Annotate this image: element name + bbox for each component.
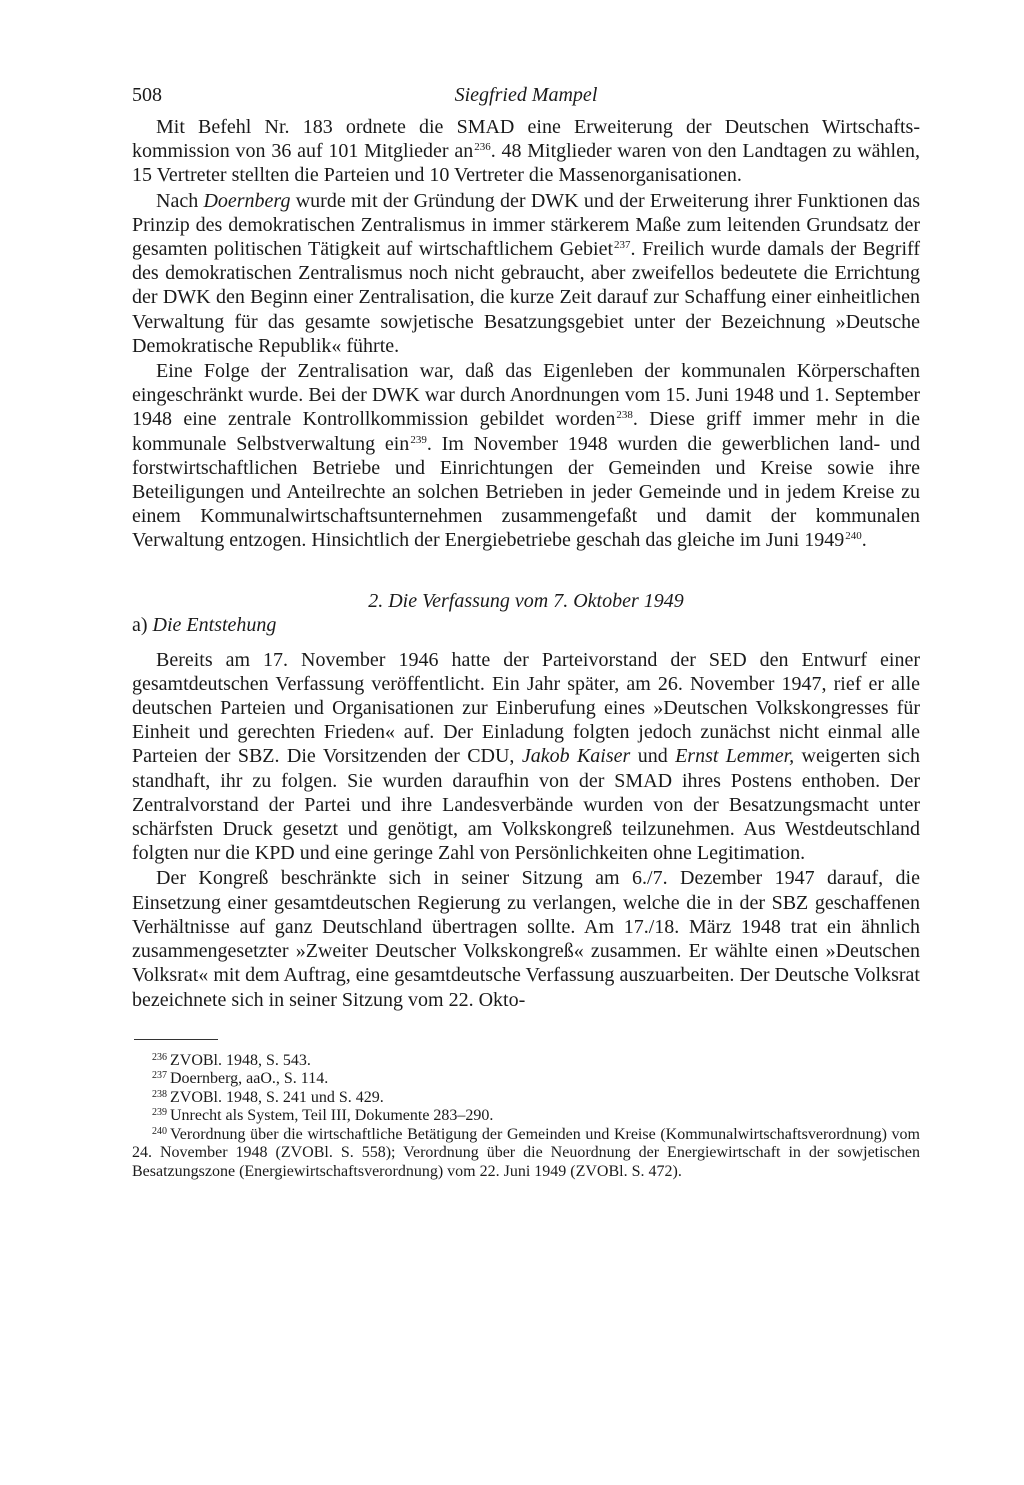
person-ernst-lemmer: Ernst Lemmer,: [675, 745, 795, 768]
footnote-ref-239[interactable]: 239: [410, 433, 427, 446]
page-header: [132, 84, 920, 114]
footnote-236: $^{236}$ ZVOBl. 1948, S. 543.: [152, 1051, 311, 1069]
paragraph-doernberg: Nach Doernberg wurde mit der Gründung der DWK und der Erweiterung ihrer Funktionen das Prinzip des demokratischen Zentralismus in immer stärkerem Maße zum leitenden Grundsatz der gesamten politischen Tätigkeit auf wirtschaftlichem Gebiet$^{237}$. Freilich wurde damals der Begriff des demokratischen Zentralismus noch nicht gebraucht, aber zweifellos bedeutete die Errichtung der DWK den Beginn einer Zentralisation, die kurze Zeit darauf zur Schaffung einer einheitlichen Verwaltung für das gesamte sowjetische Besatzungsgebiet unter der Bezeichnung »Deutsche Demokratische Republik« führte.: [132, 189, 920, 357]
footnote-237: $^{237}$ Doernberg, aaO., S. 114.: [152, 1070, 329, 1088]
paragraph-sed-entwurf: Bereits am 17. November 1946 hatte der Parteivorstand der SED den Entwurf einer gesamtdeutschen Verfassung veröffentlicht. Ein Jahr später, am 26. November 1947, rief er alle deutschen Parteien und Organisationen zur Einberufung eines »Deutschen Volkskongresses für Einheit und gerechten Frieden« auf. Der Einladung folgten jedoch zunächst nicht einmal alle Parteien der SBZ. Die Vorsitzenden der CDU, Jakob Kaiser und Ernst Lemmer, weigerten sich standhaft, ihr zu folgen. Sie wurden daraufhin von der SMAD ihres Postens enthoben. Der Zentralvorstand der Partei und ihre Landesverbände wurden von der Besatzungsmacht unter schärfsten Druck gesetzt und genötigt, am Volkskongreß teilzunehmen. Aus Westdeutschland folgten nur die KPD und eine geringe Zahl von Persönlichkeiten ohne Legitimation.: [132, 648, 920, 865]
paragraph-zentralisation: Eine Folge der Zentralisation war, daß das Eigenleben der kommunalen Körperschaften eingeschränkt wurde. Bei der DWK war durch Anordnungen vom 15. Juni 1948 und 1. September 1948 eine zentrale Kontrollkommission gebildet worden$^{238}$. Diese griff immer mehr in die kommunale Selbstverwaltung ein$^{239}$. Im November 1948 wurden die gewerblichen land- und forstwirtschaftlichen Betriebe und Einrichtungen der Gemeinden und Kreise sowie ihre Beteiligungen und Anteilrechte an solchen Betrieben in jeder Gemeinde und in jedem Kreise zu einem Kommunalwirtschaftsunternehmen zusammengefaßt und damit der kommunalen Verwaltung entzogen. Hinsichtlich der Energiebetriebe geschah das gleiche im Juni 1949$^{240}$.: [132, 360, 921, 552]
subsection-heading: a) Die Entstehung: [132, 613, 277, 636]
footnote-ref-240[interactable]: 240: [845, 530, 862, 543]
author-name-doernberg: Doernberg: [203, 189, 291, 212]
footnotes: [132, 1052, 920, 1182]
running-head: Siegfried Mampel: [454, 84, 598, 106]
book-page: [132, 84, 920, 1181]
person-jakob-kaiser: Jakob Kaiser: [521, 745, 631, 768]
footnote-240: $^{240}$ Verordnung über die wirtschaftliche Betätigung der Gemeinden und Kreise (Kommunalwirtschaftsverordnung) vom 24. November 1948 (ZVOBl. S. 558); Verordnung über die Neuordnung der Energiewirtschaft in der sowjetischen Besatzungszone (Energiewirtschaftsverordnung) vom 22. Juni 1949 (ZVOBl. S. 472).: [132, 1125, 920, 1180]
paragraph-befehl-183: Mit Befehl Nr. 183 ordnete die SMAD eine Erweiterung der Deutschen Wirtschaftskommission von 36 auf 101 Mitglieder an$^{236}$. 48 Mitglieder waren von den Landtagen zu wählen, 15 Vertreter stellten die Parteien und 10 Vertreter die Massenorganisationen.: [132, 116, 920, 187]
footnote-238: $^{238}$ ZVOBl. 1948, S. 241 und S. 429.: [152, 1088, 384, 1106]
footnote-ref-237[interactable]: 237: [614, 239, 631, 252]
footnote-ref-236[interactable]: 236: [474, 141, 491, 154]
paragraph-kongress: Der Kongreß beschränkte sich in seiner Sitzung am 6./7. Dezember 1947 darauf, die Einsetzung einer gesamtdeutschen Regierung zu verlangen, welche die in der SBZ geschaffenen Verhältnisse auf ganz Deutschland übertragen sollte. Am 17./18. März 1948 trat ein ähnlich zusammengesetzter »Zweiter Deutscher Volkskongreß« zusammen. Er wählte einen »Deutschen Volksrat« mit dem Auftrag, eine gesamtdeutsche Verfassung auszuarbeiten. Der Deutsche Volksrat bezeichnete sich in seiner Sitzung vom 22. Okto-: [132, 867, 920, 1011]
section-heading: 2. Die Verfassung vom 7. Oktober 1949: [368, 589, 684, 612]
footnote-239: $^{239}$ Unrecht als System, Teil III, Dokumente 283–290.: [152, 1107, 494, 1125]
footnote-separator: [134, 1039, 218, 1040]
page-number: 508: [132, 84, 162, 106]
footnote-ref-238[interactable]: 238: [616, 409, 633, 422]
